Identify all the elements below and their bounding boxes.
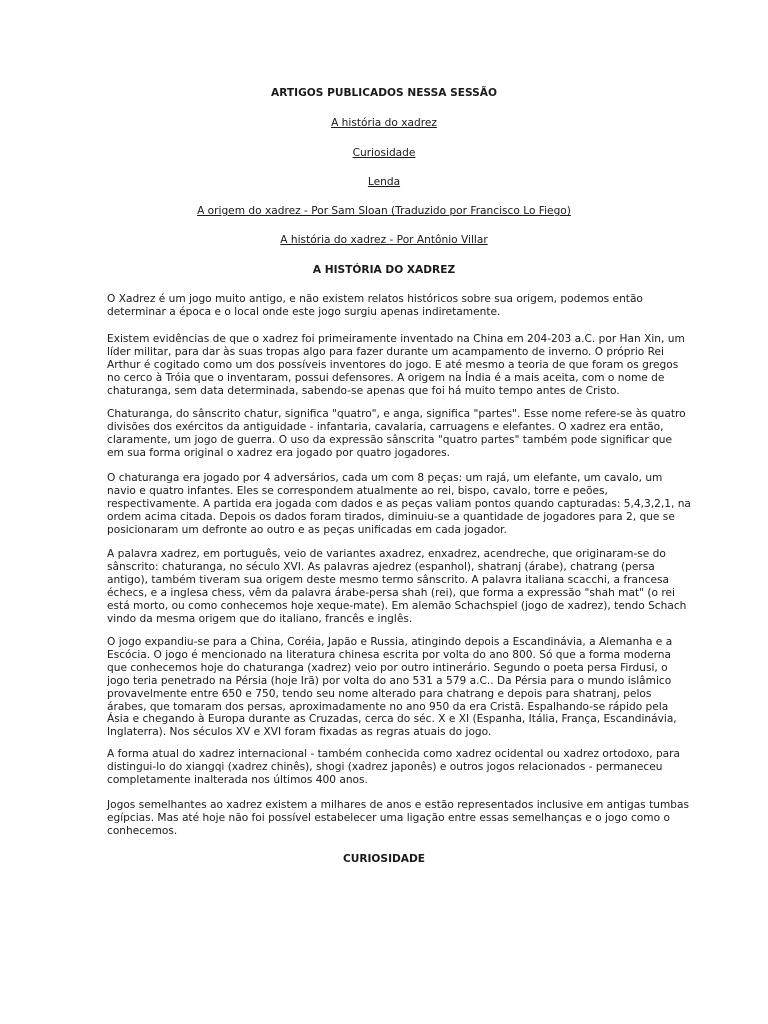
paragraph-line: posicionaram um defronte ao outro e as peças unificadas em cada jogador. xyxy=(107,523,507,536)
paragraph-line: jogo teria penetrado na Pérsia (hoje Irã) por volta do ano 531 a 579 a.C.. Da Pérsia para o mundo islâmico xyxy=(107,674,672,687)
link-lenda-text[interactable]: Lenda xyxy=(367,176,401,188)
paragraph-line: distingui-lo do xiangqi (xadrez chinês), shogi (xadrez japonês) e outros jogos relacionados - permaneceu xyxy=(107,760,663,773)
paragraph-3 xyxy=(107,408,692,460)
paragraph-line: Chaturanga, do sânscrito chatur, significa "quatro", e anga, significa "partes". Esse nome refere-se às quatro xyxy=(107,408,686,420)
curiosidade-section-title: CURIOSIDADE xyxy=(342,853,426,865)
link-historia-do-xadrez-text[interactable]: A história do xadrez xyxy=(331,117,437,129)
section-title: ARTIGOS PUBLICADOS NESSA SESSÃO xyxy=(271,87,497,99)
paragraph-line: ordem acima citada. Depois os dados foram tirados, diminuiu-se a quantidade de jogadores para 2, que se xyxy=(107,510,675,523)
paragraph-line: no cerco à Tróia que o inventaram, possui defensores. A origem na Índia é a mais aceita, com o nome de xyxy=(107,371,665,384)
paragraph-6 xyxy=(107,636,692,739)
paragraph-line: em sua forma original o xadrez era jogado por quatro jogadores. xyxy=(107,446,451,459)
paragraph-line: navio e quatro infantes. Eles se correspondem atualmente ao rei, bispo, cavalo, torre e peões, xyxy=(107,484,608,497)
link-historia-antonio-villar xyxy=(0,234,768,247)
paragraph-2 xyxy=(107,333,692,398)
paragraph-line: provavelmente entre 650 e 750, tendo seu nome alterado para chatrang e depois para shatranj, pelos xyxy=(107,687,652,700)
paragraph-line: O jogo expandiu-se para a China, Coréia, Japão e Russia, atingindo depois a Escandinávia, a Alemanha e a xyxy=(107,636,673,648)
link-historia-do-xadrez xyxy=(0,117,768,130)
link-historia-antonio-villar-text[interactable]: A história do xadrez - Por Antônio Villar xyxy=(280,234,488,246)
paragraph-line: determinar a época e o local onde este jogo surgiu apenas indiretamente. xyxy=(107,305,501,318)
paragraph-5 xyxy=(107,548,692,625)
paragraph-line: Arthur é cogitado como um dos possíveis inventores do jogo. E até mesmo a teoria de que foram os gregos xyxy=(107,358,679,371)
paragraph-line: Ásia e chegando à Europa durante as Cruzadas, cerca do séc. X e XI (Espanha, Itália, França, Escandinávia, xyxy=(107,713,677,726)
paragraph-line: échecs, e a inglesa chess, vêm da palavra árabe-persa shah (rei), que forma a expressão "shah mat" (o rei xyxy=(107,586,675,599)
link-origem-sam-sloan-text[interactable]: A origem do xadrez - Por Sam Sloan (Traduzido por Francisco Lo Fiego) xyxy=(197,205,571,217)
paragraph-line: A palavra xadrez, em português, veio de variantes axadrez, enxadrez, acendreche, que originaram-se do xyxy=(107,548,666,560)
paragraph-line: claramente, um jogo de guerra. O uso da expressão sânscrita "quatro partes" também pode significar que xyxy=(107,433,673,446)
article-title: A HISTÓRIA DO XADREZ xyxy=(312,264,456,276)
paragraph-line: sânscrito: chaturanga, no século XVI. As palavras ajedrez (espanhol), shatranj (árabe), chatrang (persa xyxy=(107,560,655,573)
paragraph-line: divisões dos exércitos da antiguidade - infantaria, cavalaria, carruagens e elefantes. O xadrez era então, xyxy=(107,420,664,433)
paragraph-line: Jogos semelhantes ao xadrez existem a milhares de anos e estão representados inclusive em antigas tumbas xyxy=(107,799,689,811)
paragraph-line: árabes, que tomaram dos persas, aproximadamente no ano 950 da era Cristã. Espalhando-se rápido pela xyxy=(107,700,669,713)
paragraph-line: conhecemos. xyxy=(107,824,178,837)
paragraph-4 xyxy=(107,472,692,537)
paragraph-line: O Xadrez é um jogo muito antigo, e não existem relatos históricos sobre sua origem, podemos então xyxy=(107,293,643,305)
paragraph-line: chaturanga, sem data determinada, sabendo-se apenas que foi há muito tempo antes de Cristo. xyxy=(107,384,620,397)
paragraph-7 xyxy=(107,748,692,787)
paragraph-8 xyxy=(107,799,692,838)
paragraph-line: vindo da mesma origem que do italiano, francês e inglês. xyxy=(107,612,413,625)
paragraph-line: A forma atual do xadrez internacional - também conhecida como xadrez ocidental ou xadrez ortodoxo, para xyxy=(107,748,681,760)
paragraph-line: Escócia. O jogo é mencionado na literatura chinesa escrita por volta do ano 800. Só que a forma moderna xyxy=(107,648,671,661)
paragraph-line: líder militar, para dar às suas tropas algo para fazer durante um acampamento de inverno. O próprio Rei xyxy=(107,345,664,358)
paragraph-line: que conhecemos hoje do chaturanga (xadrez) veio por outro intinerário. Segundo o poeta persa Firdusi, o xyxy=(107,661,668,674)
paragraph-line: está morto, ou como conhecemos hoje xeque-mate). Em alemão Schachspiel (jogo de xadrez), tendo Schach xyxy=(107,599,687,612)
paragraph-line: antigo), também tiveram sua origem deste mesmo termo sânscrito. A palavra italiana scacchi, a francesa xyxy=(107,573,670,586)
paragraph-line: completamente inalterada nos últimos 400 anos. xyxy=(107,773,368,786)
paragraph-line: Existem evidências de que o xadrez foi primeiramente inventado na China em 204-203 a.C. por Han Xin, um xyxy=(107,333,685,345)
link-curiosidade-text[interactable]: Curiosidade xyxy=(352,147,416,159)
paragraph-line: Inglaterra). Nos séculos XV e XVI foram fixadas as regras atuais do jogo. xyxy=(107,726,492,739)
link-lenda xyxy=(0,176,768,189)
paragraph-1 xyxy=(107,293,692,319)
paragraph-line: egípcias. Mas até hoje não foi possível estabelecer uma ligação entre essas semelhanças e o jogo como o xyxy=(107,811,670,824)
paragraph-line: respectivamente. A partida era jogada com dados e as peças valiam pontos quando capturadas: 5,4,3,2,1, na xyxy=(107,497,691,510)
link-curiosidade xyxy=(0,147,768,160)
paragraph-line: O chaturanga era jogado por 4 adversários, cada um com 8 peças: um rajá, um elefante, um cavalo, um xyxy=(107,472,663,484)
link-origem-sam-sloan xyxy=(0,205,768,218)
